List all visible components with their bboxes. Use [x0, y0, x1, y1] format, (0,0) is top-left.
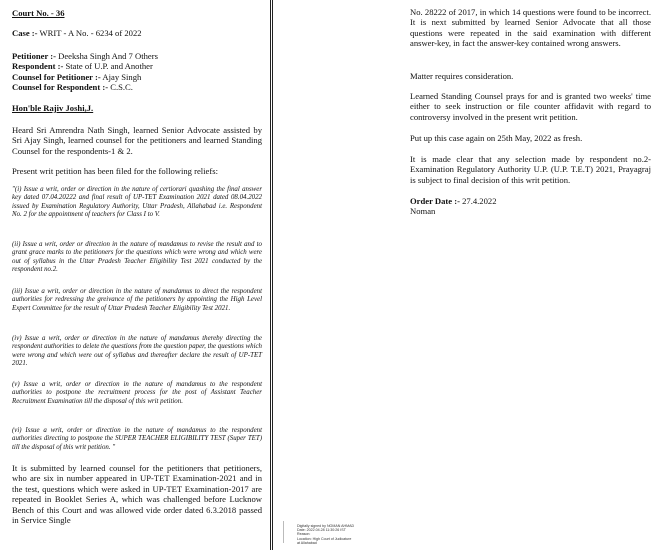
- respondent-label: Respondent :-: [12, 61, 64, 72]
- digital-signature: [297, 524, 387, 545]
- standing-counsel-paragraph: Learned Standing Counsel prays for and is granted two weeks' time either to seek instruction or file counter affidavit with regard to controversy involved in the present writ petition.: [410, 91, 651, 122]
- signature-line-1: Digitally signed by NOMAN AHMAD: [297, 524, 355, 528]
- petitioner-line: [12, 51, 262, 61]
- order-date-value: 27.4.2022: [462, 196, 497, 206]
- counsel-respondent-label: Counsel for Respondent :-: [12, 82, 109, 93]
- judge-name: Hon'ble Rajiv Joshi,J.: [12, 103, 94, 113]
- signature-line-2: Date: 2022.04.28 11:30:26 IST: [297, 528, 346, 533]
- counsel-respondent-line: [12, 82, 262, 92]
- author-name: Noman: [410, 206, 436, 216]
- relief-4: (iv) Issue a writ, order or direction in the nature of mandamus thereby directing the respondent authorities to delete the questions from the question paper, the questions which were wrong and which were out of syllabus and thereafter declare the result of UP-TET 2021.: [12, 335, 262, 367]
- counsel-respondent-value: C.S.C.: [110, 82, 133, 93]
- put-up-paragraph: Put up this case again on 25th May, 2022 as fresh.: [410, 133, 583, 143]
- counsel-petitioner-value: Ajay Singh: [102, 71, 142, 82]
- signature-line-5: at Allahabad: [297, 540, 317, 545]
- relief-3: (iii) Issue a writ, order or direction in the nature of mandamus to direct the respondent authorities for redressing the greivance of the petitioners by appointing the High Level Expert Committee for the result of Uttar Pradesh Teacher Eligibility Test 2021.: [12, 288, 262, 312]
- continuation-paragraph: No. 28222 of 2017, in which 14 questions were found to be incorrect. It is next submitted by learned Senior Advocate that all those questions were repeated in the said examination with different answer-key, in fact the answer-key contained wrong answers.: [410, 7, 651, 49]
- page-right: [272, 0, 663, 550]
- counsel-petitioner-label: Counsel for Petitioner :-: [12, 71, 101, 82]
- relief-1: "(i) Issue a writ, order or direction in the nature of certiorari quashing the final answer key dated 07.04.20222 and final result of UP-TET Examination 2021 dated 08.04.2022 issued by Examination Regulatory Authority, Uttar Pradesh, Allahabad i.e. Respondent No. 2 for the appointment of teachers for Class I to V.: [12, 186, 262, 218]
- order-date-line: [410, 196, 651, 206]
- case-value: WRIT - A No. - 6234 of 2022: [39, 28, 142, 38]
- case-line: [12, 28, 262, 38]
- petitioner-label: Petitioner :-: [12, 51, 56, 61]
- court-number-line: [12, 8, 262, 18]
- signature-line-3: Reason:: [297, 532, 311, 537]
- court-number: Court No. - 36: [12, 8, 65, 18]
- clear-paragraph: It is made clear that any selection made by respondent no.2- Examination Regulatory Authority U.P. (U.P. T.E.T) 2021, Prayagraj is subject to final decision of this writ petition.: [410, 154, 651, 185]
- relief-2: (ii) Issue a writ, order or direction in the nature of mandamus to revise the result and to grant grace marks to the petitioners for the questions which were wrong and which were out of syllabus in the Uttar Pradesh Teacher Eligibility Test 2021 conducted by the respondent no.2.: [12, 241, 262, 273]
- heard-paragraph: Heard Sri Amrendra Nath Singh, learned Senior Advocate assisted by Sri Ajay Singh, learned counsel for the petitioners and learned Standing Counsel for the respondents-1 & 2.: [12, 125, 262, 156]
- present-paragraph: Present writ petition has been filed for the following reliefs:: [12, 166, 218, 176]
- signature-line-4: Location: High Court of Judicature: [297, 536, 352, 541]
- relief-6: (vi) Issue a writ, order or direction in the nature of mandamus to the respondent authorities directing to postpone the SUPER TEACHER ELIGIBILITY TEST (Super TET) till the disposal of this writ petition. ": [12, 427, 262, 451]
- relief-5: (v) Issue a writ, order or direction in the nature of mandamus to the respondent authorities to postpone the recruitment process for the post of Assistant Teacher Recruitment Examination till the disposal of this writ petition.: [12, 381, 262, 405]
- case-label: Case :-: [12, 28, 38, 38]
- submitted-paragraph: It is submitted by learned counsel for the petitioners that petitioners, who are six in number appeared in UP-TET Examination-2021 and in the test, questions which were asked in UP-TET Examination-2017 are repeated in Booklet Series A, which was challenged before Lucknow Bench of this Court and was allowed vide order dated 6.3.2018 passed in Service Single: [12, 463, 262, 526]
- respondent-value: State of U.P. and Another: [65, 61, 153, 72]
- order-date-label: Order Date :-: [410, 196, 460, 206]
- matter-paragraph: Matter requires consideration.: [410, 71, 514, 81]
- respondent-line: [12, 61, 262, 71]
- signature-mark: [283, 521, 298, 543]
- counsel-petitioner-line: [12, 72, 262, 82]
- petitioner-value: Deeksha Singh And 7 Others: [58, 51, 158, 61]
- parties-block: [12, 51, 262, 93]
- page-left: [0, 0, 271, 550]
